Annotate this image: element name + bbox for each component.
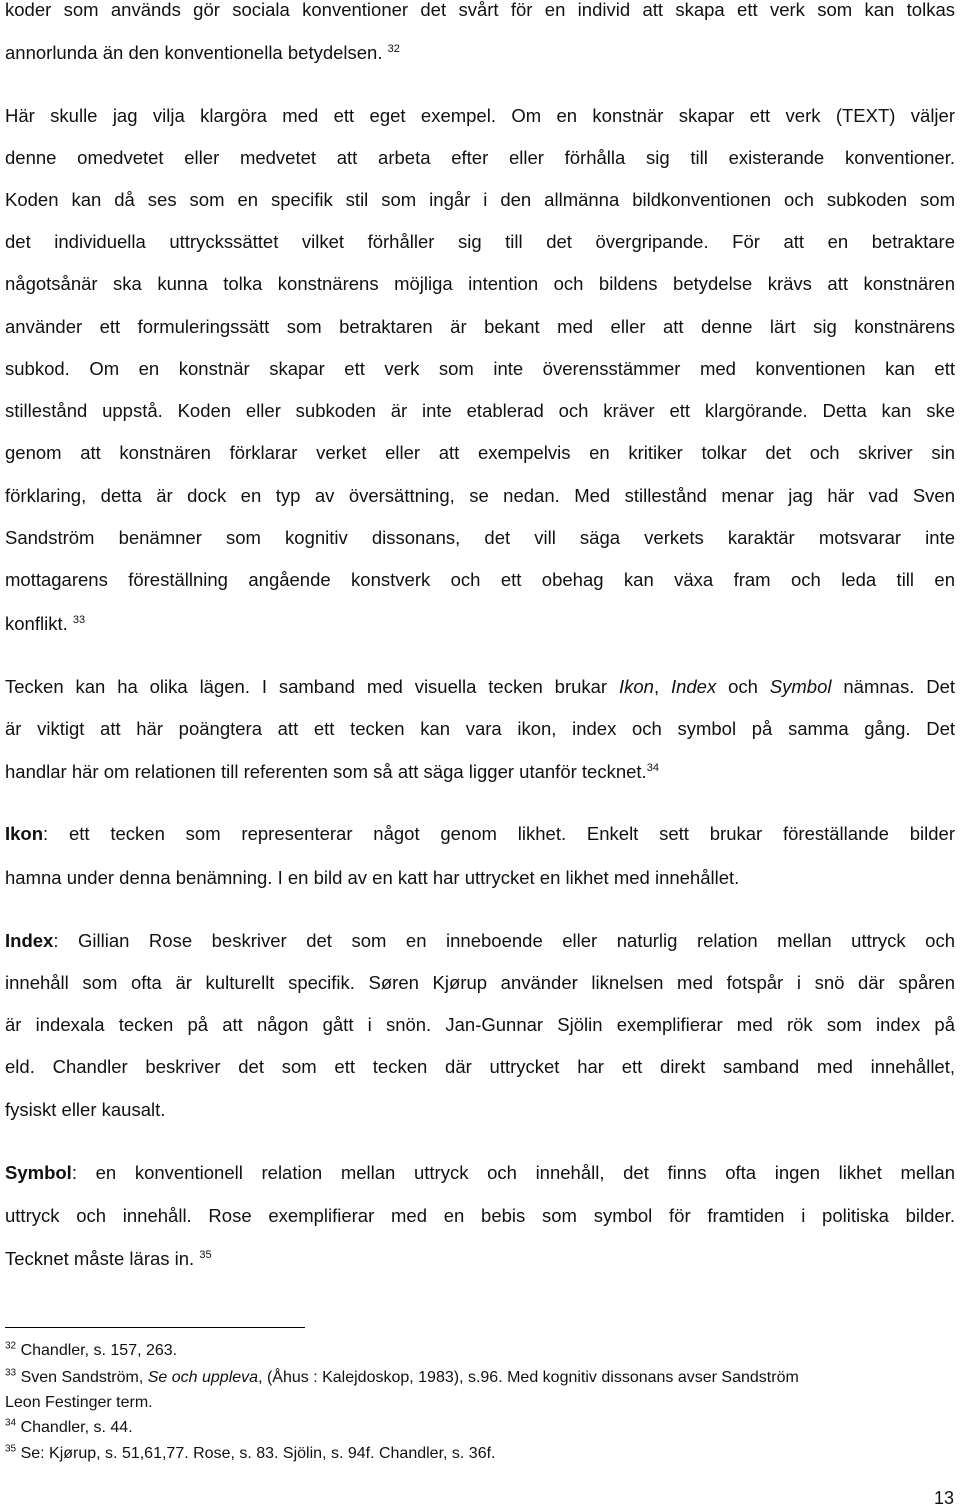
footnote-divider xyxy=(5,1327,305,1328)
paragraph-line: innehåll som ofta är kulturellt specifik. Søren Kjørup använder liknelsen med fotspår i snö där spåren xyxy=(5,972,955,993)
footnote-ref: 34 xyxy=(646,761,659,774)
footnote: $^{32}$ Chandler, s. 157, 263. xyxy=(5,1340,178,1359)
paragraph-line: uttryck och innehåll. Rose exemplifierar med en bebis som symbol för framtiden i politiska bilder. xyxy=(5,1205,955,1226)
term-index: Index xyxy=(5,930,54,951)
term-symbol: Symbol xyxy=(5,1162,72,1183)
footnote: $^{33}$ Sven Sandström, Se och uppleva, (Åhus : Kalejdoskop, 1983), s.96. Med kognitiv dissonans avser Sandström xyxy=(5,1367,799,1386)
paragraph-line: Ikon: ett tecken som representerar något genom likhet. Enkelt sett brukar föreställande bilder xyxy=(5,823,955,844)
paragraph-line: eld. Chandler beskriver det som ett tecken där uttrycket har ett direkt samband med innehållet, xyxy=(5,1056,955,1077)
paragraph-line: Sandström benämner som kognitiv dissonans, det vill säga verkets karaktär motsvarar inte xyxy=(5,527,955,548)
paragraph-line: är viktigt att här poängtera att ett tecken kan vara ikon, index och symbol på samma gång. Det xyxy=(5,718,955,739)
footnote-ref: 35 xyxy=(199,1248,212,1261)
term-ikon: Ikon xyxy=(5,823,44,844)
footnote: $^{35}$ Se: Kjørup, s. 51,61,77. Rose, s. 83. Sjölin, s. 94f. Chandler, s. 36f. xyxy=(5,1443,496,1462)
footnote-continuation: Leon Festinger term. xyxy=(5,1394,153,1411)
paragraph-line: handlar här om relationen till referenten som så att säga ligger utanför tecknet.$^{34}$ xyxy=(5,761,659,782)
paragraph-line: det individuella uttryckssättet vilket förhåller sig till det övergripande. För att en betraktare xyxy=(5,231,955,252)
footnote-ref: 33 xyxy=(72,613,86,626)
paragraph-line: är indexala tecken på att någon gått i snön. Jan-Gunnar Sjölin exemplifierar med rök som index på xyxy=(5,1014,955,1035)
footnote-ref: 32 xyxy=(387,42,400,55)
paragraph-line: mottagarens föreställning angående konstverk och ett obehag kan växa fram och leda till en xyxy=(5,569,955,590)
paragraph-line: Här skulle jag vilja klargöra med ett eget exempel. Om en konstnär skapar ett verk (TEXT) väljer xyxy=(5,105,955,126)
paragraph-line: annorlunda än den konventionella betydelsen. $^{32}$ xyxy=(5,42,400,63)
footnote: $^{34}$ Chandler, s. 44. xyxy=(5,1417,133,1436)
paragraph-line: Symbol: en konventionell relation mellan uttryck och innehåll, det finns ofta ingen likhet mellan xyxy=(5,1162,955,1183)
paragraph-line: konflikt. $^{33}$ xyxy=(5,613,86,634)
paragraph-line: fysiskt eller kausalt. xyxy=(5,1099,166,1120)
paragraph-line: genom att konstnären förklarar verket eller att exempelvis en kritiker tolkar det och skriver sin xyxy=(5,442,955,463)
paragraph-line: Tecken kan ha olika lägen. I samband med visuella tecken brukar Ikon, Index och Symbol nämnas. Det xyxy=(5,676,955,697)
paragraph-line: koder som används gör sociala konventioner det svårt för en individ att skapa ett verk som kan tolkas xyxy=(5,0,955,20)
paragraph-line: denne omedvetet eller medvetet att arbeta efter eller förhålla sig till existerande konventioner. xyxy=(5,147,955,168)
page-number: 13 xyxy=(933,1488,954,1508)
paragraph-line: stillestånd uppstå. Koden eller subkoden är inte etablerad och kräver ett klargörande. Detta kan ske xyxy=(5,400,955,421)
paragraph-line: Tecknet måste läras in. $^{35}$ xyxy=(5,1248,212,1269)
paragraph-line: subkod. Om en konstnär skapar ett verk som inte överensstämmer med konventionen kan ett xyxy=(5,358,955,379)
paragraph-line: förklaring, detta är dock en typ av översättning, se nedan. Med stillestånd menar jag här vad Sven xyxy=(5,485,955,506)
paragraph-line: använder ett formuleringssätt som betraktaren är bekant med eller att denne lärt sig konstnärens xyxy=(5,316,955,337)
paragraph-line: Koden kan då ses som en specifik stil som ingår i den allmänna bildkonventionen och subkoden som xyxy=(5,189,955,210)
paragraph-line: Index: Gillian Rose beskriver det som en inneboende eller naturlig relation mellan uttryck och xyxy=(5,930,955,951)
paragraph-line: någotsånär ska kunna tolka konstnärens möjliga intention och bildens betydelse krävs att konstnären xyxy=(5,273,955,294)
paragraph-line: hamna under denna benämning. I en bild av en katt har uttrycket en likhet med innehållet. xyxy=(5,867,740,888)
